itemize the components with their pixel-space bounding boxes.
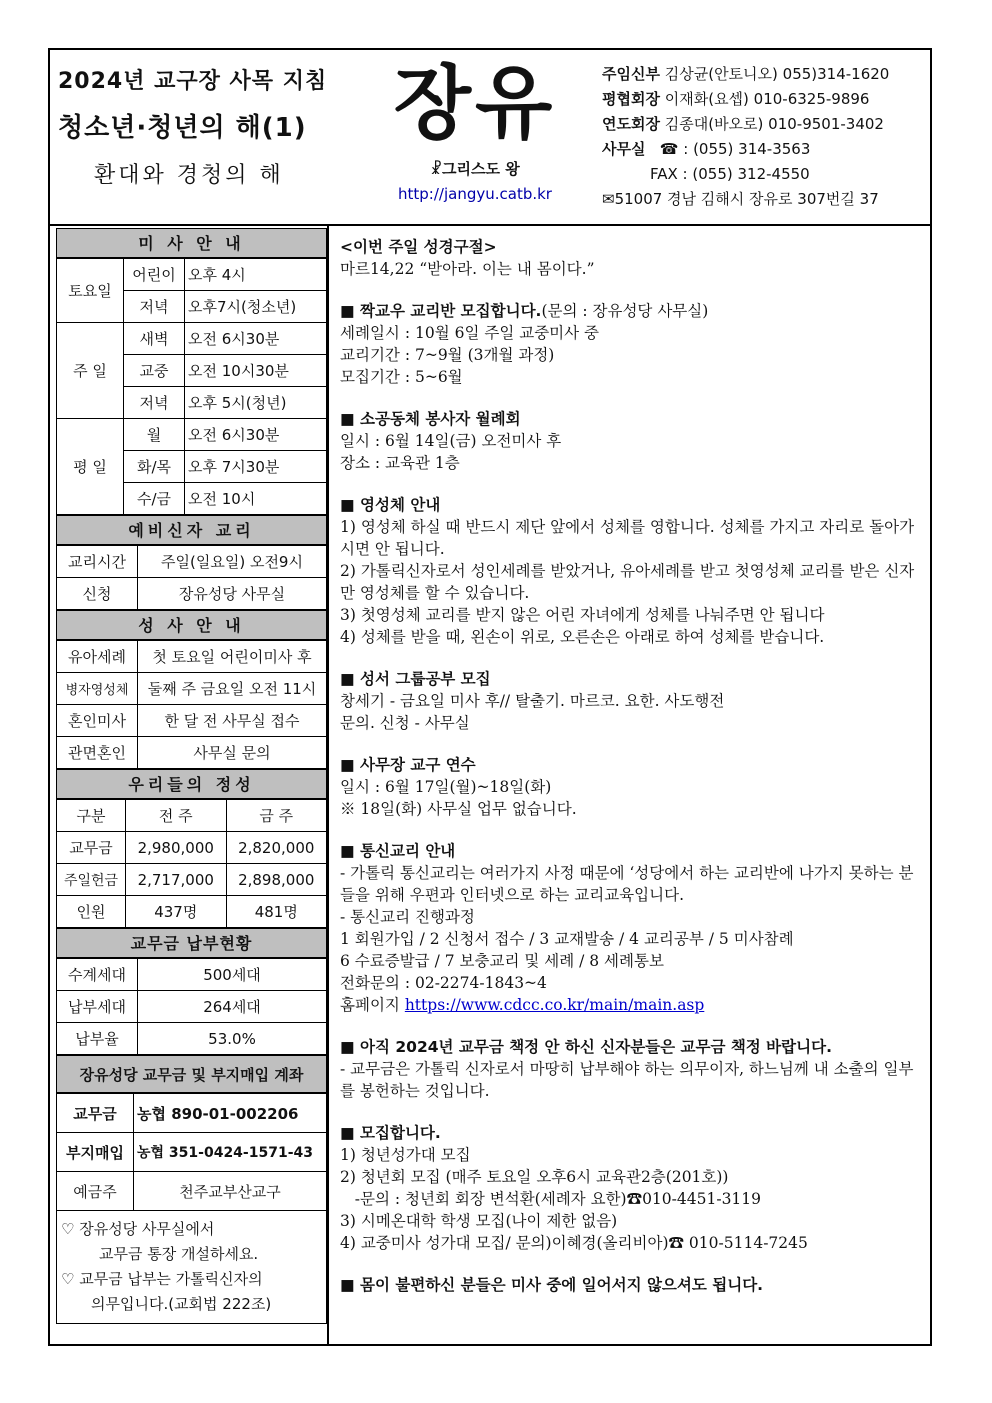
info-value: 첫 토요일 어린이미사 후 xyxy=(138,641,327,673)
note-line: 교무금 통장 개설하세요. xyxy=(99,1245,259,1263)
contact-pastor: 주임신부 김상균(안토니오) 055)314-1620 xyxy=(602,65,890,83)
contact-yeondo: 연도회장 김종대(바오로) 010-9501-3402 xyxy=(602,115,884,133)
column-header: 구분 xyxy=(57,800,126,832)
table-row xyxy=(57,832,327,864)
notice-line: 3) 첫영성체 교리를 받지 않은 어린 자녀에게 성체를 나눠주면 안 됩니다 xyxy=(340,606,825,624)
contact-list xyxy=(602,62,932,212)
account-notes xyxy=(56,1211,327,1324)
mass-time: 오후 4시 xyxy=(185,259,327,291)
info-value: 둘째 주 금요일 오전 11시 xyxy=(138,673,327,705)
notice-line: 모집기간 : 5~6월 xyxy=(340,368,463,386)
cell: 437명 xyxy=(126,896,227,928)
dues-section-title: 교무금 납부현황 xyxy=(56,928,327,958)
notice-line: 교리기간 : 7~9월 (3개월 과정) xyxy=(340,346,555,364)
notice-inquiry: (문의 : 장유성당 사무실) xyxy=(541,302,709,320)
mass-time: 오후7시(청소년) xyxy=(185,291,327,323)
sacrament-table xyxy=(56,640,327,769)
weekday-label: 평 일 xyxy=(57,419,124,515)
info-value: 주일(일요일) 오전9시 xyxy=(138,546,327,578)
notice-heading: ■ 소공동체 봉사자 월례회 xyxy=(340,410,521,428)
notice-line: - 통신교리 진행과정 xyxy=(340,908,475,926)
mass-time: 오전 6시30분 xyxy=(185,419,327,451)
sacrament-section-title: 성 사 안 내 xyxy=(56,610,327,640)
table-row xyxy=(57,864,327,896)
cell: 교무금 xyxy=(57,832,126,864)
note-line: ♡ 장유성당 사무실에서 xyxy=(61,1220,215,1238)
account-number: 농협 351-0424-1571-43 xyxy=(134,1133,327,1172)
info-key: 예금주 xyxy=(57,1172,134,1211)
info-key: 관면혼인 xyxy=(57,737,138,769)
notice-line: 전화문의 : 02-2274-1843~4 xyxy=(340,974,547,992)
notice-line: 1 회원가입 / 2 신청서 접수 / 3 교재발송 / 4 교리공부 / 5 미사참례 xyxy=(340,930,794,948)
notice-line: 3) 시메온대학 학생 모집(나이 제한 없음) xyxy=(340,1212,618,1230)
notice-line: 일시 : 6월 14일(금) 오전미사 후 xyxy=(340,432,562,450)
parish-name: ☧그리스도 왕 xyxy=(430,160,520,178)
contact-council: 평협회장 이재화(요셉) 010-6325-9896 xyxy=(602,90,870,108)
notice-line: 1) 영성체 하실 때 반드시 제단 앞에서 성체를 영합니다. 성체를 가지고 자리로 돌아가시면 안 됩니다. xyxy=(340,518,915,558)
mass-type: 수/금 xyxy=(124,483,185,515)
mass-type: 저녁 xyxy=(124,387,185,419)
info-value: 264세대 xyxy=(138,991,327,1023)
notice-line: 6 수료증발급 / 7 보충교리 및 세례 / 8 세례통보 xyxy=(340,952,664,970)
dues-table xyxy=(56,958,327,1055)
account-table xyxy=(56,1093,327,1211)
notice-heading: ■ 영성체 안내 xyxy=(340,496,441,514)
notice-line: 2) 가톨릭신자로서 성인세례를 받았거나, 유아세례를 받고 첫영성체 교리를 받은 신자만 영성체를 할 수 있습니다. xyxy=(340,562,915,602)
account-holder: 천주교부산교구 xyxy=(134,1172,327,1211)
mass-time: 오전 10시 xyxy=(185,483,327,515)
contact-fax: FAX : (055) 312-4550 xyxy=(650,165,810,183)
notice-heading: ■ 사무장 교구 연수 xyxy=(340,756,476,774)
info-value: 500세대 xyxy=(138,959,327,991)
bible-heading: <이번 주일 성경구절> xyxy=(340,238,497,256)
offering-table xyxy=(56,799,327,928)
notice-line: 세례일시 : 10월 6일 주일 교중미사 중 xyxy=(340,324,600,342)
notice-heading: ■ 몸이 불편하신 분들은 미사 중에 일어서지 않으셔도 됩니다. xyxy=(340,1276,764,1294)
mass-type: 화/목 xyxy=(124,451,185,483)
info-key: 신청 xyxy=(57,578,138,610)
cell: 주일헌금 xyxy=(57,864,126,896)
saturday-label: 토요일 xyxy=(57,259,124,323)
sidebar xyxy=(56,228,327,1324)
mass-type: 저녁 xyxy=(124,291,185,323)
info-key: 수계세대 xyxy=(57,959,138,991)
info-value: 53.0% xyxy=(138,1023,327,1055)
table-row xyxy=(57,896,327,928)
notice-line: - 교무금은 가톨릭 신자로서 마땅히 납부해야 하는 의무이자, 하느님께 내 소출의 일부를 봉헌하는 것입니다. xyxy=(340,1060,914,1100)
column-header: 금 주 xyxy=(226,800,327,832)
bulletin-title: 장유 xyxy=(393,57,557,150)
notice-line: 4) 성체를 받을 때, 왼손이 위로, 오른손은 아래로 하여 성체를 받습니다. xyxy=(340,628,825,646)
mass-table xyxy=(56,258,327,515)
catechumen-table xyxy=(56,545,327,610)
notice-heading: ■ 모집합니다. xyxy=(340,1124,441,1142)
catechumen-section-title: 예비신자 교리 xyxy=(56,515,327,545)
notice-line: - 가톨릭 통신교리는 여러가지 사정 때문에 ‘성당에서 하는 교리반에 나가지 못하는 분들을 위해 우편과 인터넷으로 하는 교리교육입니다. xyxy=(340,864,914,904)
notices xyxy=(340,236,925,1296)
notice-line: ※ 18일(화) 사무실 업무 없습니다. xyxy=(340,800,577,818)
mass-time: 오전 6시30분 xyxy=(185,323,327,355)
info-key: 교무금 xyxy=(57,1094,134,1133)
info-key: 유아세례 xyxy=(57,641,138,673)
bible-verse: 마르14,22 “받아라. 이는 내 몸이다.” xyxy=(340,260,595,278)
cell: 인원 xyxy=(57,896,126,928)
mass-section-title: 미 사 안 내 xyxy=(56,228,327,258)
mass-type: 새벽 xyxy=(124,323,185,355)
homepage-link[interactable]: https://www.cdcc.co.kr/main/main.asp xyxy=(404,996,705,1014)
pastoral-year: 2024년 교구장 사목 지침 xyxy=(58,69,328,94)
bulletin-frame xyxy=(48,48,932,1346)
mass-type: 월 xyxy=(124,419,185,451)
notice-heading: ■ 성서 그룹공부 모집 xyxy=(340,670,491,688)
notice-heading: ■ 통신교리 안내 xyxy=(340,842,456,860)
mass-time: 오후 7시30분 xyxy=(185,451,327,483)
contact-address: ✉51007 경남 김해시 장유로 307번길 37 xyxy=(602,190,879,208)
mass-time: 오전 10시30분 xyxy=(185,355,327,387)
notice-line: 문의. 신청 - 사무실 xyxy=(340,714,470,732)
notice-line: 4) 교중미사 성가대 모집/ 문의)이혜경(올리비아)☎ 010-5114-7245 xyxy=(340,1234,808,1252)
notice-line: -문의 : 청년회 회장 변석환(세례자 요한)☎010-4451-3119 xyxy=(340,1190,762,1208)
pastoral-subtitle: 환대와 경청의 해 xyxy=(94,163,284,188)
column-divider xyxy=(327,224,329,1344)
account-number: 농협 890-01-002206 xyxy=(134,1094,327,1133)
account-section-title: 장유성당 교무금 및 부지매입 계좌 xyxy=(56,1055,327,1093)
contact-office: 사무실 ☎ : (055) 314-3563 xyxy=(602,140,811,158)
info-key: 교리시간 xyxy=(57,546,138,578)
mass-time: 오후 5시(청년) xyxy=(185,387,327,419)
mass-type: 어린이 xyxy=(124,259,185,291)
cell: 2,717,000 xyxy=(126,864,227,896)
note-line: ♡ 교무금 납부는 가톨릭신자의 xyxy=(61,1270,263,1288)
notice-line: 1) 청년성가대 모집 xyxy=(340,1146,471,1164)
info-key: 납부율 xyxy=(57,1023,138,1055)
cell: 2,980,000 xyxy=(126,832,227,864)
notice-line: 2) 청년회 모집 (매주 토요일 오후6시 교육관2층(201호)) xyxy=(340,1168,729,1186)
info-key: 납부세대 xyxy=(57,991,138,1023)
notice-line: 일시 : 6월 17일(월)~18일(화) xyxy=(340,778,552,796)
notice-heading: ■ 짝교우 교리반 모집합니다. xyxy=(340,302,542,320)
parish-url[interactable]: http://jangyu.catb.kr xyxy=(398,185,552,203)
info-value: 장유성당 사무실 xyxy=(138,578,327,610)
homepage-label: 홈페이지 xyxy=(340,996,405,1014)
info-value: 한 달 전 사무실 접수 xyxy=(138,705,327,737)
notice-heading: ■ 아직 2024년 교무금 책정 안 하신 신자분들은 교무금 책정 바랍니다. xyxy=(340,1038,832,1056)
notice-line: 장소 : 교육관 1층 xyxy=(340,454,460,472)
column-header: 전 주 xyxy=(126,800,227,832)
notice-line: 창세기 - 금요일 미사 후// 탈출기. 마르코. 요한. 사도행전 xyxy=(340,692,725,710)
note-line: 의무입니다.(교회법 222조) xyxy=(91,1295,272,1313)
mass-type: 교중 xyxy=(124,355,185,387)
info-key: 병자영성체 xyxy=(57,673,138,705)
info-key: 부지매입 xyxy=(57,1133,134,1172)
pastoral-theme: 청소년·청년의 해(1) xyxy=(58,113,307,143)
info-value: 사무실 문의 xyxy=(138,737,327,769)
cell: 2,898,000 xyxy=(226,864,327,896)
header xyxy=(50,50,930,226)
sunday-label: 주 일 xyxy=(57,323,124,419)
info-key: 혼인미사 xyxy=(57,705,138,737)
cell: 481명 xyxy=(226,896,327,928)
cell: 2,820,000 xyxy=(226,832,327,864)
offering-section-title: 우리들의 정성 xyxy=(56,769,327,799)
